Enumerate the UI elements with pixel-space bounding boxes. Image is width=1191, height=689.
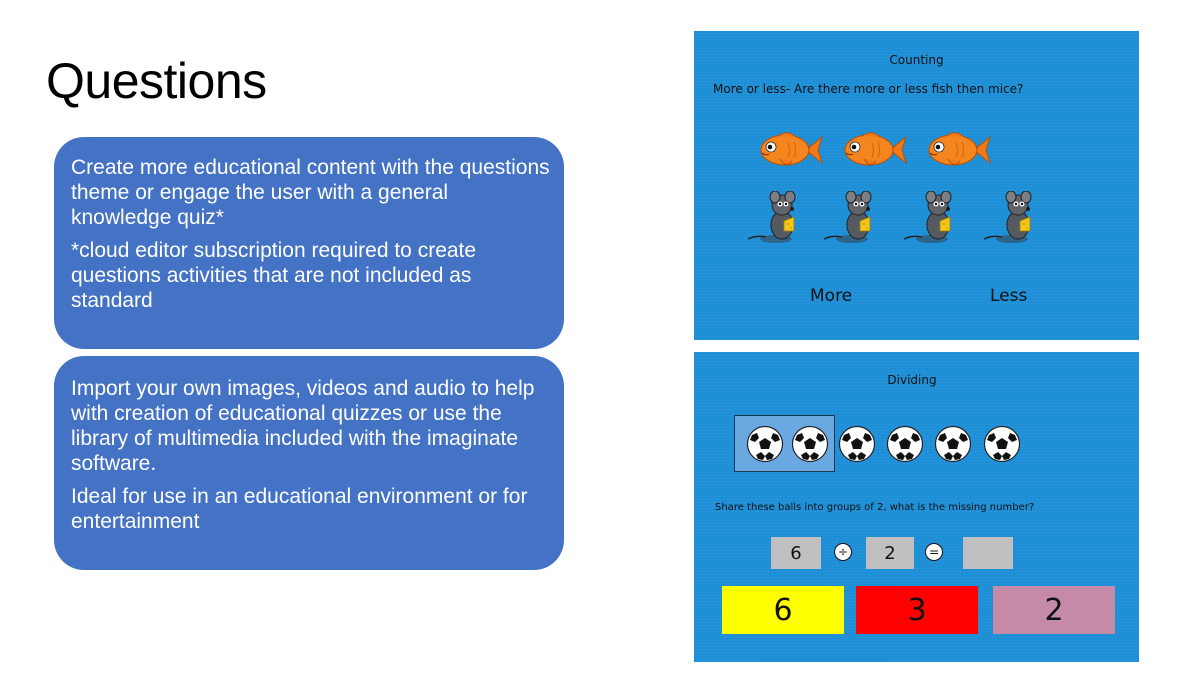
card-paragraph: Create more educational content with the questions theme or engage the user with a general knowledge quiz*	[71, 156, 550, 229]
dividing-activity-screenshot	[694, 352, 1139, 662]
equation-answer-slot[interactable]	[963, 537, 1013, 569]
football-icon[interactable]	[746, 425, 784, 463]
info-card-import	[54, 356, 564, 570]
option-more-button[interactable]: More	[810, 286, 853, 306]
fish-icon	[758, 129, 824, 171]
football-icon[interactable]	[886, 425, 924, 463]
info-card-questions	[54, 137, 564, 349]
answer-option-6[interactable]: 6	[722, 586, 844, 634]
slide-title: Questions	[46, 53, 267, 109]
football-icon[interactable]	[791, 425, 829, 463]
answer-option-3[interactable]: 3	[856, 586, 978, 634]
activity-title: Counting	[889, 53, 944, 67]
equation-dividend: 6	[771, 537, 821, 569]
activity-question: Share these balls into groups of 2, what is the missing number?	[715, 502, 1035, 513]
fish-icon	[926, 129, 992, 171]
mouse-icon	[822, 191, 888, 247]
football-icon[interactable]	[983, 425, 1021, 463]
mouse-icon	[982, 191, 1048, 247]
football-icon[interactable]	[934, 425, 972, 463]
divide-symbol: ÷	[834, 543, 852, 561]
card-footnote: *cloud editor subscription required to create questions activities that are not included as standard	[71, 239, 477, 312]
answer-option-2[interactable]: 2	[993, 586, 1115, 634]
activity-question: More or less- Are there more or less fish then mice?	[713, 82, 1024, 96]
card-paragraph: Ideal for use in an educational environment or for entertainment	[71, 485, 528, 533]
card-paragraph: Import your own images, videos and audio to help with creation of educational quizzes or use the library of multimedia included with the imaginate software.	[71, 377, 535, 475]
mouse-icon	[746, 191, 812, 247]
mouse-icon	[902, 191, 968, 247]
activity-title: Dividing	[887, 373, 937, 387]
football-icon[interactable]	[838, 425, 876, 463]
fish-icon	[842, 129, 908, 171]
equation-divisor: 2	[866, 537, 914, 569]
counting-activity-screenshot	[694, 31, 1139, 340]
equals-symbol: =	[925, 543, 943, 561]
option-less-button[interactable]: Less	[990, 286, 1028, 306]
